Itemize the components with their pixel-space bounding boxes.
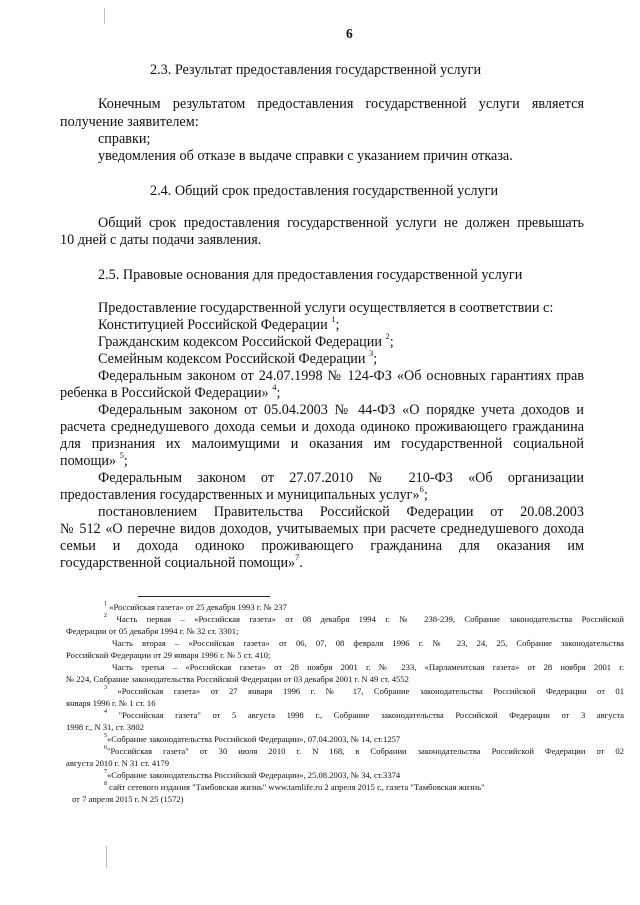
legal-basis-item: Федеральным законом от 24.07.1998 № 124-ФЗ «Об основных гарантиях прав <box>98 368 584 384</box>
section-2-3-paragraph-line: получение заявителем: <box>60 114 199 130</box>
legal-basis-text: помощи» <box>60 453 120 469</box>
footnote-2-continued: № 224, Собрание законодательства Российской Федерации от 03 декабря 2001 г. N 49 ст. 4552 <box>66 674 409 684</box>
footnote-ref: 5 <box>119 450 124 461</box>
footnote-8-continued: от 7 апреля 2015 г. N 25 (1572) <box>72 794 184 804</box>
legal-basis-punct: ; <box>389 334 394 350</box>
legal-basis-item-continued <box>60 382 281 402</box>
legal-basis-item-continued: семьи и дохода одиноко проживающего гражданина для оказания им <box>60 538 584 554</box>
footnote-1 <box>104 602 287 613</box>
legal-basis-item-continued: расчета среднедушевого дохода семьи и дохода одиноко проживающего гражданина <box>60 419 584 435</box>
legal-basis-punct: ; <box>423 487 428 503</box>
footnote-number: 5 <box>104 733 107 740</box>
footnote-2-continued: Федерации от 05 декабря 1994 г. № 32 ст. 3301; <box>66 626 239 636</box>
footnote-number: 8 <box>104 781 107 788</box>
legal-basis-item-continued <box>60 484 428 504</box>
footnote-4 <box>104 710 624 721</box>
footnote-8 <box>104 782 485 793</box>
section-2-4-paragraph-line: 10 дней с даты подачи заявления. <box>60 232 262 248</box>
footnote-2-continued: Российской Федерации от 29 января 1996 г. № 5 ст. 410; <box>66 650 271 660</box>
section-2-4-heading: 2.4. Общий срок предоставления государственной услуги <box>150 183 499 199</box>
footnote-separator <box>138 596 270 597</box>
footnote-text: сайт сетевого издания "Тамбовская жизнь" www.tamlife.ru 2 апреля 2015 г., газета "Тамбовская жизнь" <box>107 782 485 792</box>
result-item: справки; <box>98 131 151 147</box>
footnote-6-continued: августа 2010 г. N 31 ст. 4179 <box>66 758 170 768</box>
legal-basis-text: Конституцией Российской Федерации <box>98 317 332 333</box>
footnote-text: «Собрание законодательства Российской Федерации», 25.08.2003, № 34, ст.3374 <box>107 770 401 780</box>
footnote-7 <box>104 770 400 781</box>
footnote-number: 1 <box>104 601 107 608</box>
section-2-3-heading: 2.3. Результат предоставления государственной услуги <box>150 62 482 78</box>
section-2-5-intro: Предоставление государственной услуги осуществляется в соответствии с: <box>98 300 554 316</box>
legal-basis-punct: ; <box>276 385 281 401</box>
footnote-ref: 1 <box>331 314 336 325</box>
legal-basis-punct: ; <box>335 317 340 333</box>
footnote-6 <box>104 746 624 757</box>
legal-basis-punct: ; <box>123 453 128 469</box>
legal-basis-item-continued <box>60 450 128 470</box>
legal-basis-item-continued: для признания их малоимущими и оказания им государственной социальной <box>60 436 584 452</box>
footnote-5 <box>104 734 400 745</box>
footnote-text: "Российская газета" от 30 июля 2010 г. N 168, в Собрании законодательства Российской Федерации от 02 <box>107 746 624 756</box>
footnote-text: Часть первая – «Российская газета» от 08 декабря 1994 г. № 238-239, Собрание законодательства Российской <box>107 614 624 624</box>
legal-basis-item-continued <box>60 552 303 572</box>
legal-basis-text: Гражданским кодексом Российской Федерации <box>98 334 386 350</box>
footnote-3 <box>104 686 624 697</box>
legal-basis-punct: ; <box>373 351 378 367</box>
legal-basis-text: государственной социальной помощи» <box>60 555 296 571</box>
footnote-number: 3 <box>104 685 107 692</box>
legal-basis-text: Семейным кодексом Российской Федерации <box>98 351 370 367</box>
footnote-text: «Собрание законодательства Российской Федерации», 07.04.2003, № 14, ст.1257 <box>107 734 401 744</box>
legal-basis-item <box>98 348 378 368</box>
footnote-ref: 2 <box>385 331 390 342</box>
footnote-ref: 4 <box>272 382 277 393</box>
legal-basis-item: Федеральным законом от 27.07.2010 № 210-ФЗ «Об организации <box>98 470 584 486</box>
footnote-number: 7 <box>104 769 107 776</box>
legal-basis-text: предоставления государственных и муниципальных услуг» <box>60 487 420 503</box>
scan-artifact-bottom <box>106 846 107 868</box>
footnote-ref: 6 <box>419 484 424 495</box>
footnote-2-continued: Часть вторая – «Российская газета» от 06, 07, 08 февраля 1996 г. № 23, 24, 25, Собрание законодательства <box>112 638 624 648</box>
footnote-4-continued: 1998 г., N 31, ст. 3802 <box>66 722 144 732</box>
legal-basis-punct: . <box>299 555 303 571</box>
footnote-text: «Российская газета» от 27 января 1996 г. № 17, Собрание законодательства Российской Федерации от 01 <box>107 686 624 696</box>
footnote-ref: 3 <box>369 348 374 359</box>
scan-artifact-top <box>104 8 105 24</box>
legal-basis-item-continued: № 512 «О перечне видов доходов, учитываемых при расчете среднедушевого дохода <box>60 521 584 537</box>
footnote-2-continued: Часть третья – «Российская газета» от 28 ноября 2001 г. № 233, «Парламентская газета» от 28 ноября 2001 г. <box>112 662 624 672</box>
result-item: уведомления об отказе в выдаче справки с указанием причин отказа. <box>98 148 513 164</box>
section-2-3-paragraph-line: Конечным результатом предоставления государственной услуги является <box>98 96 584 112</box>
footnote-number: 2 <box>104 613 107 620</box>
legal-basis-item <box>98 331 394 351</box>
footnote-2 <box>104 614 624 625</box>
page-number: 6 <box>346 26 353 41</box>
legal-basis-text: ребенка в Российской Федерации» <box>60 385 273 401</box>
legal-basis-item <box>98 314 340 334</box>
footnote-number: 6 <box>104 745 107 752</box>
footnote-text: "Российская газета" от 5 августа 1998 г., Собрание законодательства Российской Федерации от 3 августа <box>107 710 624 720</box>
footnote-number: 4 <box>104 709 107 716</box>
footnote-text: «Российская газета» от 25 декабря 1993 г. № 237 <box>107 602 287 612</box>
section-2-5-heading: 2.5. Правовые основания для предоставления государственной услуги <box>98 267 523 283</box>
legal-basis-item: Федеральным законом от 05.04.2003 № 44-ФЗ «О порядке учета доходов и <box>98 402 584 418</box>
footnote-3-continued: января 1996 г. № 1 ст. 16 <box>66 698 156 708</box>
legal-basis-item: постановлением Правительства Российской Федерации от 20.08.2003 <box>98 504 584 520</box>
footnote-ref: 7 <box>295 552 300 563</box>
section-2-4-paragraph-line: Общий срок предоставления государственной услуги не должен превышать <box>98 215 584 231</box>
